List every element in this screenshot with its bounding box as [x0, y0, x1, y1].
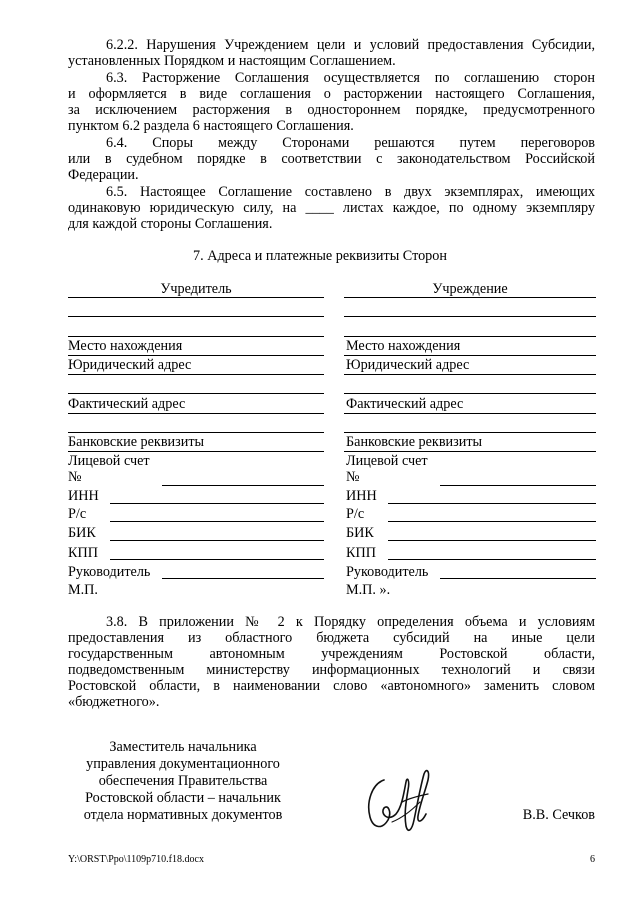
clause-3-8-line-6: «бюджетного». — [68, 694, 160, 710]
right-stamp-label: М.П. ». — [346, 582, 391, 598]
handwritten-signature — [362, 762, 442, 840]
left-head-label: Руководитель — [68, 564, 151, 580]
right-rule — [344, 316, 596, 317]
right-rule — [344, 374, 596, 375]
signatory-title-line-4: Ростовской области – начальник — [85, 790, 281, 806]
clause-6-5-line-1: 6.5. Настоящее Соглашение составлено в двух экземплярах, имеющих — [106, 184, 595, 200]
clause-6-3-line-3: за исключением расторжения в одностороннем порядке, предусмотренного — [68, 102, 595, 118]
right-actual-address-label: Фактический адрес — [346, 396, 464, 412]
right-head-field — [440, 578, 596, 579]
right-rs-label: Р/с — [346, 506, 365, 522]
left-column-header: Учредитель — [160, 281, 232, 297]
left-stamp-label: М.П. — [68, 582, 98, 598]
left-account-label: Лицевой счет — [68, 453, 150, 469]
left-rule — [68, 297, 324, 298]
right-rule — [344, 355, 596, 356]
left-inn-label: ИНН — [68, 488, 99, 504]
signatory-title-line-3: обеспечения Правительства — [98, 773, 268, 789]
footer-file-path: Y:\ORST\Ppo\1109p710.f18.docx — [68, 854, 204, 865]
left-bik-field — [110, 540, 324, 541]
left-rule — [68, 393, 324, 394]
clause-6-3-line-1: 6.3. Расторжение Соглашения осуществляется по соглашению сторон — [106, 70, 595, 86]
left-head-field — [162, 578, 324, 579]
right-bank-details-label: Банковские реквизиты — [346, 434, 483, 450]
clause-6-5-line-3: для каждой стороны Соглашения. — [68, 216, 273, 232]
clause-3-8-line-1: 3.8. В приложении № 2 к Порядку определения объема и условиям — [106, 614, 595, 630]
right-account-number-sign: № — [346, 469, 360, 485]
clause-6-5-line-2: одинаковую юридическую силу, на ____ листах каждое, по одному экземпляру — [68, 200, 595, 216]
left-bank-details-label: Банковские реквизиты — [68, 434, 205, 450]
left-legal-address-label: Юридический адрес — [68, 357, 192, 373]
right-inn-field — [388, 503, 596, 504]
right-rs-field — [388, 521, 596, 522]
clause-3-8-line-4: подведомственным министерству информационных технологий и связи — [68, 662, 595, 678]
clause-3-8-line-5: Ростовской области, в наименовании слово «автономного» заменить словом — [68, 678, 595, 694]
signatory-title-line-2: управления документационного — [86, 756, 280, 772]
right-kpp-label: КПП — [346, 545, 376, 561]
left-bik-label: БИК — [68, 525, 96, 541]
right-account-field — [440, 485, 596, 486]
left-rule — [68, 316, 324, 317]
left-rule — [68, 336, 324, 337]
footer-page-number: 6 — [590, 854, 595, 865]
right-bik-field — [388, 540, 596, 541]
right-account-label: Лицевой счет — [346, 453, 428, 469]
left-rs-field — [110, 521, 324, 522]
left-account-field — [162, 485, 324, 486]
clause-3-8-line-3: государственным автономным учреждениям Ростовской области, — [68, 646, 595, 662]
left-account-number-sign: № — [68, 469, 82, 485]
signatory-name: В.В. Сечков — [522, 807, 595, 823]
right-inn-label: ИНН — [346, 488, 377, 504]
right-kpp-field — [388, 559, 596, 560]
clause-6-4-line-1: 6.4. Споры между Сторонами решаются путем переговоров — [106, 135, 595, 151]
clause-6-4-line-2: или в судебном порядке в соответствии с законодательством Российской — [68, 151, 595, 167]
right-column-header: Учреждение — [432, 281, 508, 297]
clause-6-4-line-3: Федерации. — [68, 167, 139, 183]
section-7-title: 7. Адреса и платежные реквизиты Сторон — [193, 248, 447, 264]
right-rule — [344, 432, 596, 433]
left-kpp-field — [110, 559, 324, 560]
clause-6-3-line-2: и оформляется в виде соглашения о расторжении настоящего Соглашения, — [68, 86, 595, 102]
left-rs-label: Р/с — [68, 506, 87, 522]
signatory-title-line-1: Заместитель начальника — [109, 739, 257, 755]
left-rule — [68, 355, 324, 356]
left-kpp-label: КПП — [68, 545, 98, 561]
signatory-title-line-5: отдела нормативных документов — [83, 807, 283, 823]
left-location-label: Место нахождения — [68, 338, 183, 354]
right-rule — [344, 297, 596, 298]
right-rule — [344, 451, 596, 452]
clause-6-3-line-4: пунктом 6.2 раздела 6 настоящего Соглашения. — [68, 118, 354, 134]
clause-3-8-line-2: предоставления из областного бюджета субсидий на иные цели — [68, 630, 595, 646]
left-rule — [68, 413, 324, 414]
right-rule — [344, 413, 596, 414]
right-bik-label: БИК — [346, 525, 374, 541]
left-inn-field — [110, 503, 324, 504]
left-rule — [68, 432, 324, 433]
left-rule — [68, 451, 324, 452]
clause-6-2-2-line-1: 6.2.2. Нарушения Учреждением цели и условий предоставления Субсидии, — [106, 37, 595, 53]
right-legal-address-label: Юридический адрес — [346, 357, 470, 373]
right-location-label: Место нахождения — [346, 338, 461, 354]
right-head-label: Руководитель — [346, 564, 429, 580]
left-actual-address-label: Фактический адрес — [68, 396, 186, 412]
clause-6-2-2-line-2: установленных Порядком и настоящим Соглашением. — [68, 53, 396, 69]
left-rule — [68, 374, 324, 375]
right-rule — [344, 336, 596, 337]
right-rule — [344, 393, 596, 394]
